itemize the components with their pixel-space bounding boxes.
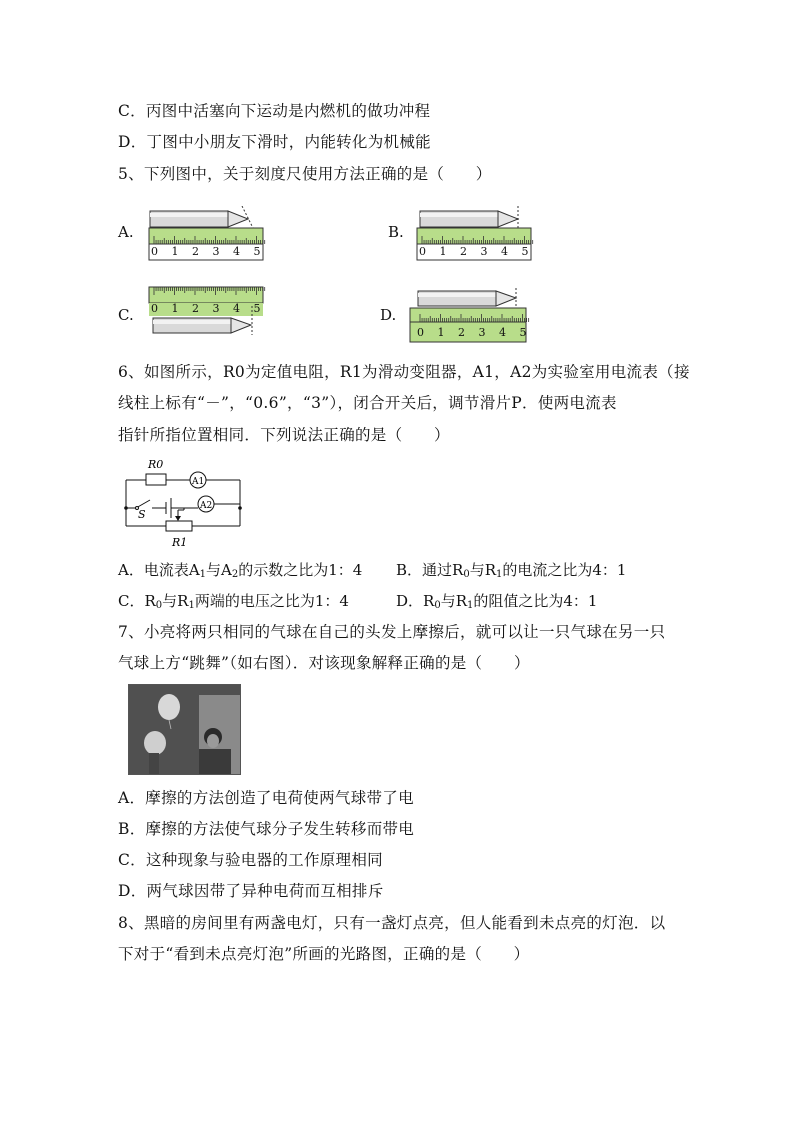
q4-option-d: D．丁图中小朋友下滑时，内能转化为机械能 bbox=[118, 133, 431, 151]
q5-stem: 5、下列图中，关于刻度尺使用方法正确的是（ ） bbox=[118, 165, 492, 183]
q7-option-c: C．这种现象与验电器的工作原理相同 bbox=[118, 851, 383, 869]
ruler-number: 5 bbox=[519, 326, 527, 339]
q5-label-c: C. bbox=[118, 306, 134, 324]
ruler-number: 3 bbox=[212, 302, 220, 315]
ruler-number: 3 bbox=[478, 326, 486, 339]
ruler-figure-c bbox=[148, 286, 266, 336]
ruler-number: 1 bbox=[437, 326, 445, 339]
ruler-number: 2 bbox=[460, 245, 467, 258]
ruler-number: 1 bbox=[439, 245, 447, 258]
ruler-figure-b bbox=[416, 206, 534, 262]
q6-option-a: A．电流表$A_1$与$A_2$的示数之比为1：4 bbox=[118, 561, 363, 580]
q7-option-a: A．摩擦的方法创造了电荷使两气球带了电 bbox=[118, 789, 414, 807]
ruler-number: 1 bbox=[171, 302, 179, 315]
circuit-label-r0: R0 bbox=[148, 458, 164, 471]
ruler-number: 5 bbox=[253, 302, 261, 315]
q5-label-d: D. bbox=[380, 306, 397, 324]
circuit-label-r1: R1 bbox=[172, 536, 188, 549]
q5-label-b: B. bbox=[388, 223, 404, 241]
q6-stem-line2: 线柱上标有“－”，“0.6”，“3”），闭合开关后，调节滑片P．使两电流表 bbox=[118, 394, 617, 412]
ruler-figure-d bbox=[408, 288, 530, 344]
q6-option-c: C．$R_0$与$R_1$两端的电压之比为1：4 bbox=[118, 592, 349, 611]
ruler-number: 0 bbox=[417, 326, 424, 339]
circuit-label-a1: A1 bbox=[192, 477, 205, 487]
ruler-number: 0 bbox=[419, 245, 426, 258]
ruler-number: 2 bbox=[192, 245, 199, 258]
q6-stem-line3: 指针所指位置相同．下列说法正确的是（ ） bbox=[118, 426, 450, 444]
ruler-number: 0 bbox=[151, 245, 158, 258]
ruler-number: 2 bbox=[192, 302, 199, 315]
ruler-figure-a bbox=[148, 206, 266, 262]
ruler-number: 4 bbox=[499, 326, 506, 339]
ruler-number: 2 bbox=[458, 326, 465, 339]
q4-option-c: C．丙图中活塞向下运动是内燃机的做功冲程 bbox=[118, 102, 431, 120]
balloon-photo bbox=[128, 684, 241, 775]
ruler-number: 4 bbox=[233, 302, 240, 315]
q8-stem-line2: 下对于“看到未点亮灯泡”所画的光路图，正确的是（ ） bbox=[118, 945, 530, 963]
q6-option-b: B．通过$R_0$与$R_1$的电流之比为4：1 bbox=[396, 561, 627, 580]
q7-option-b: B．摩擦的方法使气球分子发生转移而带电 bbox=[118, 820, 415, 838]
ruler-number: 5 bbox=[521, 245, 529, 258]
ruler-number: 3 bbox=[212, 245, 220, 258]
ruler-number: 1 bbox=[171, 245, 179, 258]
q7-option-d: D．两气球因带了异种电荷而互相排斥 bbox=[118, 882, 384, 900]
q6-stem-line1: 6、如图所示，R0为定值电阻，R1为滑动变阻器，A1，A2为实验室用电流表（接 bbox=[118, 363, 690, 381]
circuit-label-a2: A2 bbox=[200, 501, 213, 511]
ruler-number: 3 bbox=[480, 245, 488, 258]
q7-stem-line2: 气球上方“跳舞”（如右图）．对该现象解释正确的是（ ） bbox=[118, 654, 530, 672]
circuit-label-s: S bbox=[138, 508, 146, 521]
q7-stem-line1: 7、小亮将两只相同的气球在自己的头发上摩擦后，就可以让一只气球在另一只 bbox=[118, 623, 666, 641]
q5-label-a: A. bbox=[118, 223, 134, 241]
ruler-number: 0 bbox=[151, 302, 158, 315]
circuit-diagram bbox=[118, 452, 248, 552]
ruler-number: 5 bbox=[253, 245, 261, 258]
q6-option-d: D．$R_0$与$R_1$的阻值之比为4：1 bbox=[396, 592, 598, 611]
ruler-number: 4 bbox=[233, 245, 240, 258]
ruler-number: 4 bbox=[501, 245, 508, 258]
q8-stem-line1: 8、黑暗的房间里有两盏电灯，只有一盏灯点亮，但人能看到未点亮的灯泡．以 bbox=[118, 914, 666, 932]
